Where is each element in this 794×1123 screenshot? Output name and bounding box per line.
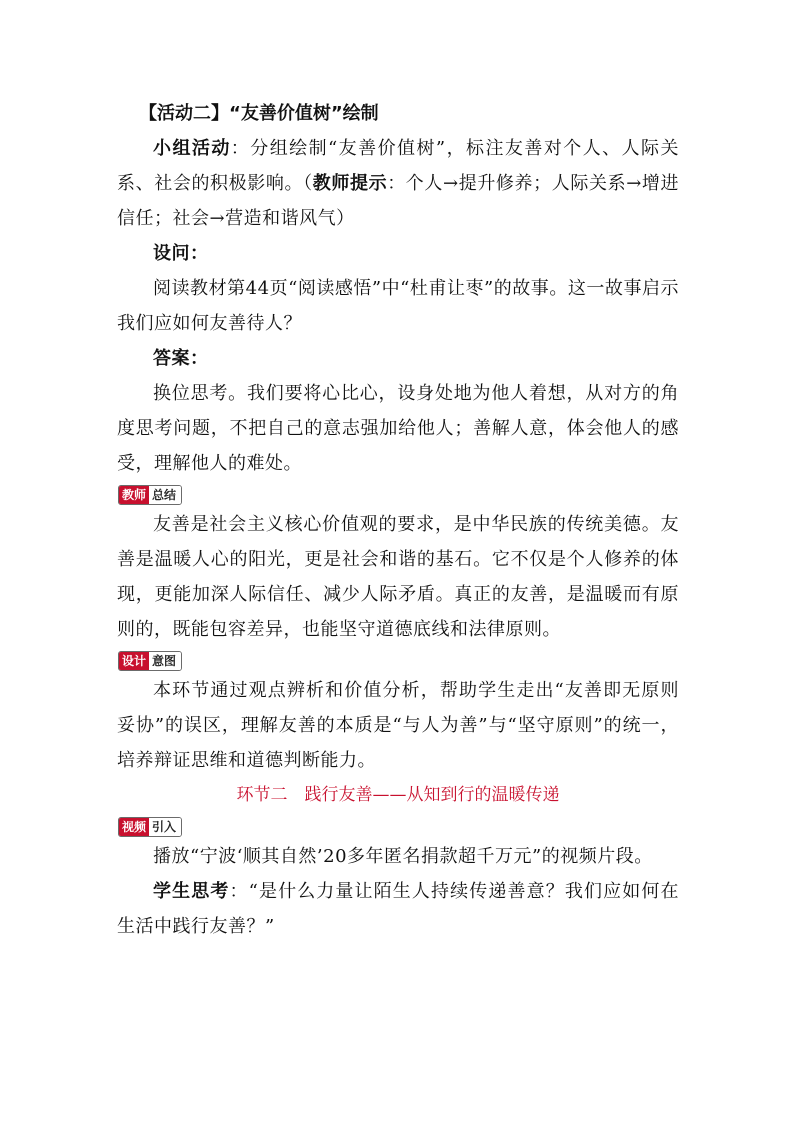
group-activity-text-2: ：个人→提升修养；人际关系→增进信任；社会→营造和谐风气）	[117, 173, 680, 229]
question-label: 设问：	[153, 243, 209, 264]
video-intro-text: 播放“宁波‘顺其自然’20多年匿名捐款超千万元”的视频片段。	[153, 846, 653, 867]
teacher-hint-label: 教师提示	[312, 173, 388, 194]
activity-title: 【活动二】“友善价值树”绘制	[139, 103, 379, 124]
design-intent-text: 本环节通过观点辨析和价值分析，帮助学生走出“友善即无原则妥协”的误区，理解友善的本质是“与人为善”与“坚守原则”的统一，培养辩证思维和道德判断能力。	[117, 680, 679, 771]
group-activity-text-1: ：分组绘制“友善价值树”，标注友善对个人、人际关系、社会的积极影响。（	[117, 138, 680, 194]
question-text: 阅读教材第44页“阅读感悟”中“杜甫让枣”的故事。这一故事启示我们应如何友善待人？	[117, 278, 679, 334]
answer-text: 换位思考。我们要将心比心，设身处地为他人着想，从对方的角度思考问题，不把自己的意志强加给他人；善解人意，体会他人的感受，理解他人的难处。	[117, 383, 679, 474]
student-thinking-text: ：“是什么力量让陌生人持续传递善意？我们应如何在生活中践行友善？”	[117, 881, 680, 937]
document-page	[117, 96, 679, 944]
teacher-summary-text: 友善是社会主义核心价值观的要求，是中华民族的传统美德。友善是温暖人心的阳光，更是社会和谐的基石。它不仅是个人修养的体现，更能加深人际信任、减少人际矛盾。真正的友善，是温暖而有原则的，既能包容差异，也能坚守道德底线和法律原则。	[117, 514, 679, 640]
answer-label: 答案：	[153, 348, 209, 369]
design-intent-badge: 设计 意图	[118, 651, 182, 671]
student-thinking-label: 学生思考	[153, 881, 230, 902]
video-intro-badge: 视频 引入	[118, 817, 182, 837]
section-title: 环节二 践行友善——从知到行的温暖传递	[236, 785, 560, 805]
group-activity-label: 小组活动	[153, 138, 231, 159]
group-activity-paragraph	[117, 131, 679, 236]
teacher-summary-badge: 教师 总结	[118, 485, 182, 505]
student-thinking-paragraph	[117, 874, 679, 944]
